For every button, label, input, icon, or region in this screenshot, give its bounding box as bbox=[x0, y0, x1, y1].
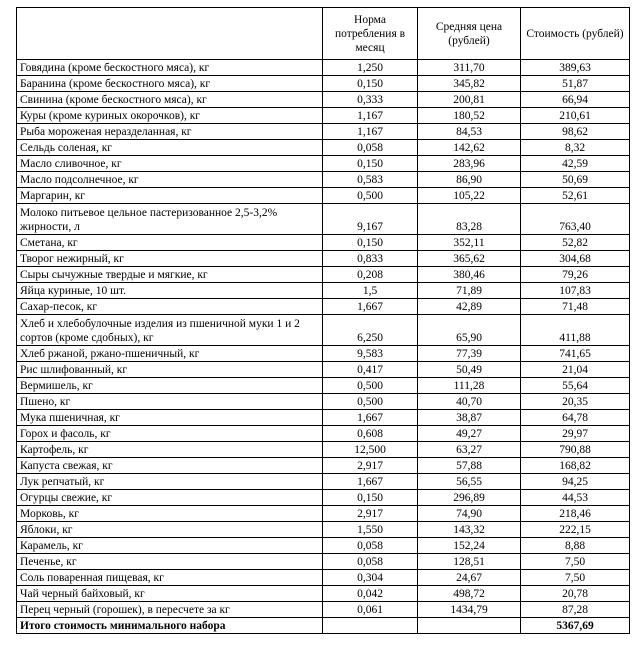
price-cell: 65,90 bbox=[418, 315, 521, 346]
table-row bbox=[17, 204, 630, 235]
product-name-cell: Сахар-песок, кг bbox=[17, 299, 323, 315]
norm-cell: 1,167 bbox=[323, 108, 418, 124]
norm-cell: 0,333 bbox=[323, 92, 418, 108]
price-cell: 105,22 bbox=[418, 188, 521, 204]
cost-cell: 763,40 bbox=[521, 204, 630, 235]
cost-cell: 71,48 bbox=[521, 299, 630, 315]
price-cell: 365,62 bbox=[418, 251, 521, 267]
price-cell: 200,81 bbox=[418, 92, 521, 108]
cost-cell: 29,97 bbox=[521, 426, 630, 442]
product-name-cell: Маргарин, кг bbox=[17, 188, 323, 204]
product-name-cell: Масло сливочное, кг bbox=[17, 156, 323, 172]
total-empty-price bbox=[418, 618, 521, 634]
product-name-cell: Огурцы свежие, кг bbox=[17, 490, 323, 506]
price-cell: 498,72 bbox=[418, 586, 521, 602]
price-cell: 283,96 bbox=[418, 156, 521, 172]
price-cell: 1434,79 bbox=[418, 602, 521, 618]
product-name-cell: Куры (кроме куриных окорочков), кг bbox=[17, 108, 323, 124]
cost-cell: 8,32 bbox=[521, 140, 630, 156]
norm-cell: 1,5 bbox=[323, 283, 418, 299]
cost-cell: 222,15 bbox=[521, 522, 630, 538]
table-row bbox=[17, 394, 630, 410]
cost-cell: 210,61 bbox=[521, 108, 630, 124]
table-row bbox=[17, 362, 630, 378]
price-cell: 143,32 bbox=[418, 522, 521, 538]
product-name-cell: Свинина (кроме бескостного мяса), кг bbox=[17, 92, 323, 108]
table-row bbox=[17, 442, 630, 458]
product-name-cell: Печенье, кг bbox=[17, 554, 323, 570]
table-row bbox=[17, 92, 630, 108]
product-name-cell: Морковь, кг bbox=[17, 506, 323, 522]
product-name-cell: Хлеб ржаной, ржано-пшеничный, кг bbox=[17, 346, 323, 362]
price-cell: 84,53 bbox=[418, 124, 521, 140]
cost-cell: 94,25 bbox=[521, 474, 630, 490]
table-row bbox=[17, 251, 630, 267]
norm-cell: 1,250 bbox=[323, 60, 418, 76]
cost-cell: 50,69 bbox=[521, 172, 630, 188]
product-name-cell: Рис шлифованный, кг bbox=[17, 362, 323, 378]
norm-cell: 1,550 bbox=[323, 522, 418, 538]
price-cell: 77,39 bbox=[418, 346, 521, 362]
price-cell: 296,89 bbox=[418, 490, 521, 506]
table-row bbox=[17, 522, 630, 538]
table-row bbox=[17, 124, 630, 140]
norm-cell: 0,058 bbox=[323, 554, 418, 570]
product-name-cell: Чай черный байховый, кг bbox=[17, 586, 323, 602]
norm-cell: 1,667 bbox=[323, 299, 418, 315]
price-cell: 345,82 bbox=[418, 76, 521, 92]
norm-cell: 6,250 bbox=[323, 315, 418, 346]
norm-cell: 2,917 bbox=[323, 506, 418, 522]
product-name-cell: Сыры сычужные твердые и мягкие, кг bbox=[17, 267, 323, 283]
total-label: Итого стоимость минимального набора bbox=[17, 618, 323, 634]
cost-cell: 98,62 bbox=[521, 124, 630, 140]
cost-cell: 107,83 bbox=[521, 283, 630, 299]
product-name-cell: Лук репчатый, кг bbox=[17, 474, 323, 490]
norm-cell: 0,208 bbox=[323, 267, 418, 283]
norm-cell: 1,167 bbox=[323, 124, 418, 140]
table-row bbox=[17, 235, 630, 251]
norm-cell: 0,833 bbox=[323, 251, 418, 267]
product-name-cell: Молоко питьевое цельное пастеризованное 2,5-3,2% жирности, л bbox=[17, 204, 323, 235]
table-row bbox=[17, 586, 630, 602]
price-cell: 50,49 bbox=[418, 362, 521, 378]
header-cost: Стоимость (рублей) bbox=[521, 8, 630, 60]
product-name-cell: Сельдь соленая, кг bbox=[17, 140, 323, 156]
price-cell: 38,87 bbox=[418, 410, 521, 426]
norm-cell: 0,150 bbox=[323, 156, 418, 172]
table-row bbox=[17, 60, 630, 76]
price-cell: 180,52 bbox=[418, 108, 521, 124]
norm-cell: 2,917 bbox=[323, 458, 418, 474]
norm-cell: 0,042 bbox=[323, 586, 418, 602]
product-name-cell: Яблоки, кг bbox=[17, 522, 323, 538]
table-row bbox=[17, 458, 630, 474]
norm-cell: 0,500 bbox=[323, 188, 418, 204]
table-row bbox=[17, 570, 630, 586]
price-cell: 352,11 bbox=[418, 235, 521, 251]
product-name-cell: Перец черный (горошек), в пересчете за кг bbox=[17, 602, 323, 618]
header-product bbox=[17, 8, 323, 60]
price-cell: 42,89 bbox=[418, 299, 521, 315]
table-row bbox=[17, 299, 630, 315]
price-cell: 380,46 bbox=[418, 267, 521, 283]
cost-cell: 20,35 bbox=[521, 394, 630, 410]
product-name-cell: Вермишель, кг bbox=[17, 378, 323, 394]
norm-cell: 0,058 bbox=[323, 140, 418, 156]
price-cell: 57,88 bbox=[418, 458, 521, 474]
table-row bbox=[17, 602, 630, 618]
table-row bbox=[17, 554, 630, 570]
price-cell: 24,67 bbox=[418, 570, 521, 586]
cost-cell: 741,65 bbox=[521, 346, 630, 362]
table-row bbox=[17, 538, 630, 554]
total-row bbox=[17, 618, 630, 634]
product-name-cell: Картофель, кг bbox=[17, 442, 323, 458]
table-row bbox=[17, 188, 630, 204]
table-row bbox=[17, 426, 630, 442]
product-name-cell: Баранина (кроме бескостного мяса), кг bbox=[17, 76, 323, 92]
table-header-row bbox=[17, 8, 630, 60]
cost-cell: 79,26 bbox=[521, 267, 630, 283]
price-cell: 49,27 bbox=[418, 426, 521, 442]
header-norm: Норма потребления в месяц bbox=[323, 8, 418, 60]
total-empty-norm bbox=[323, 618, 418, 634]
norm-cell: 0,150 bbox=[323, 235, 418, 251]
cost-cell: 64,78 bbox=[521, 410, 630, 426]
cost-cell: 87,28 bbox=[521, 602, 630, 618]
cost-cell: 42,59 bbox=[521, 156, 630, 172]
table-row bbox=[17, 410, 630, 426]
cost-cell: 21,04 bbox=[521, 362, 630, 378]
table-row bbox=[17, 172, 630, 188]
price-cell: 74,90 bbox=[418, 506, 521, 522]
price-cell: 63,27 bbox=[418, 442, 521, 458]
price-cell: 71,89 bbox=[418, 283, 521, 299]
cost-cell: 7,50 bbox=[521, 554, 630, 570]
cost-cell: 44,53 bbox=[521, 490, 630, 506]
cost-cell: 790,88 bbox=[521, 442, 630, 458]
cost-cell: 7,50 bbox=[521, 570, 630, 586]
table-row bbox=[17, 490, 630, 506]
product-name-cell: Горох и фасоль, кг bbox=[17, 426, 323, 442]
price-cell: 56,55 bbox=[418, 474, 521, 490]
product-name-cell: Рыба мороженая неразделанная, кг bbox=[17, 124, 323, 140]
table-row bbox=[17, 315, 630, 346]
norm-cell: 0,500 bbox=[323, 394, 418, 410]
price-cell: 142,62 bbox=[418, 140, 521, 156]
product-name-cell: Масло подсолнечное, кг bbox=[17, 172, 323, 188]
price-cell: 40,70 bbox=[418, 394, 521, 410]
product-name-cell: Яйца куриные, 10 шт. bbox=[17, 283, 323, 299]
product-name-cell: Соль поваренная пищевая, кг bbox=[17, 570, 323, 586]
table-row bbox=[17, 267, 630, 283]
cost-cell: 51,87 bbox=[521, 76, 630, 92]
product-name-cell: Пшено, кг bbox=[17, 394, 323, 410]
product-name-cell: Хлеб и хлебобулочные изделия из пшеничной муки 1 и 2 сортов (кроме сдобных), кг bbox=[17, 315, 323, 346]
price-cell: 83,28 bbox=[418, 204, 521, 235]
cost-cell: 304,68 bbox=[521, 251, 630, 267]
cost-cell: 168,82 bbox=[521, 458, 630, 474]
norm-cell: 0,061 bbox=[323, 602, 418, 618]
food-basket-table bbox=[16, 7, 630, 634]
cost-cell: 52,82 bbox=[521, 235, 630, 251]
cost-cell: 8,88 bbox=[521, 538, 630, 554]
table-row bbox=[17, 76, 630, 92]
table-row bbox=[17, 346, 630, 362]
product-name-cell: Капуста свежая, кг bbox=[17, 458, 323, 474]
cost-cell: 52,61 bbox=[521, 188, 630, 204]
norm-cell: 12,500 bbox=[323, 442, 418, 458]
product-name-cell: Сметана, кг bbox=[17, 235, 323, 251]
product-name-cell: Карамель, кг bbox=[17, 538, 323, 554]
norm-cell: 1,667 bbox=[323, 474, 418, 490]
table-row bbox=[17, 506, 630, 522]
norm-cell: 1,667 bbox=[323, 410, 418, 426]
product-name-cell: Говядина (кроме бескостного мяса), кг bbox=[17, 60, 323, 76]
norm-cell: 0,304 bbox=[323, 570, 418, 586]
total-cost: 5367,69 bbox=[521, 618, 630, 634]
price-cell: 86,90 bbox=[418, 172, 521, 188]
product-name-cell: Мука пшеничная, кг bbox=[17, 410, 323, 426]
cost-cell: 66,94 bbox=[521, 92, 630, 108]
norm-cell: 9,167 bbox=[323, 204, 418, 235]
table-row bbox=[17, 474, 630, 490]
product-name-cell: Творог нежирный, кг bbox=[17, 251, 323, 267]
norm-cell: 0,417 bbox=[323, 362, 418, 378]
norm-cell: 0,583 bbox=[323, 172, 418, 188]
food-basket-table-wrapper bbox=[16, 7, 630, 634]
norm-cell: 0,608 bbox=[323, 426, 418, 442]
table-row bbox=[17, 378, 630, 394]
price-cell: 152,24 bbox=[418, 538, 521, 554]
table-row bbox=[17, 108, 630, 124]
cost-cell: 389,63 bbox=[521, 60, 630, 76]
price-cell: 128,51 bbox=[418, 554, 521, 570]
cost-cell: 55,64 bbox=[521, 378, 630, 394]
table-row bbox=[17, 156, 630, 172]
price-cell: 111,28 bbox=[418, 378, 521, 394]
table-body bbox=[17, 60, 630, 634]
norm-cell: 0,500 bbox=[323, 378, 418, 394]
cost-cell: 20,78 bbox=[521, 586, 630, 602]
cost-cell: 411,88 bbox=[521, 315, 630, 346]
table-row bbox=[17, 140, 630, 156]
norm-cell: 0,058 bbox=[323, 538, 418, 554]
table-row bbox=[17, 283, 630, 299]
cost-cell: 218,46 bbox=[521, 506, 630, 522]
norm-cell: 9,583 bbox=[323, 346, 418, 362]
norm-cell: 0,150 bbox=[323, 490, 418, 506]
header-price: Средняя цена (рублей) bbox=[418, 8, 521, 60]
norm-cell: 0,150 bbox=[323, 76, 418, 92]
price-cell: 311,70 bbox=[418, 60, 521, 76]
